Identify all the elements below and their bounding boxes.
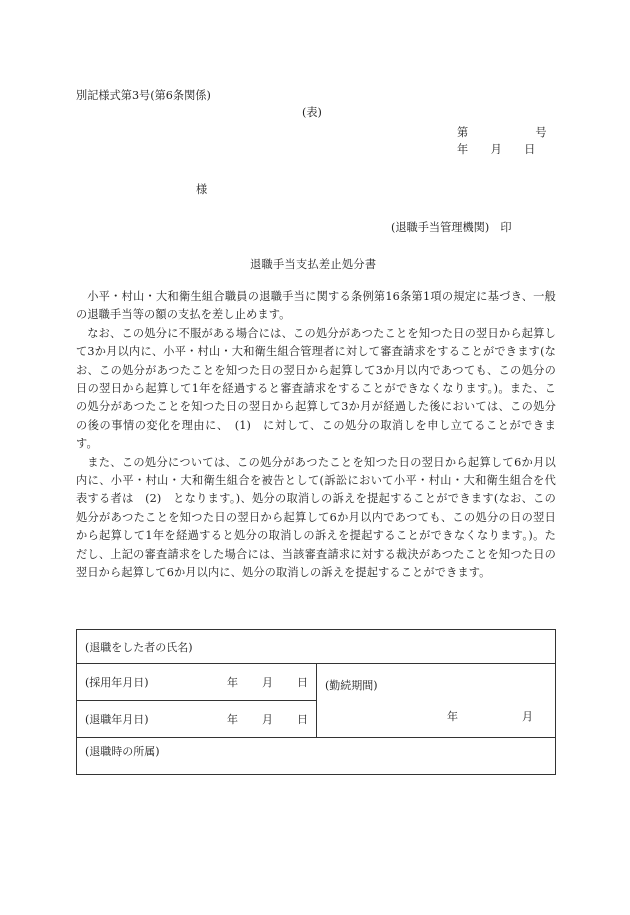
retiree-name-label: (退職をした者の氏名) [85, 640, 193, 654]
service-year-unit: 年 [447, 710, 458, 723]
retiree-info-table [76, 629, 556, 775]
service-period-label: (勤続期間) [325, 679, 378, 692]
document-number: 第 号 [457, 126, 547, 139]
hire-date-label: (採用年月日) [85, 676, 149, 689]
paragraph-review-request: なお、この処分に不服がある場合には、この処分があつたことを知つた日の翌日から起算して3か月以内に、小平・村山・大和衛生組合管理者に対して審査請求をすることができます(なお、この処分があつたことを知つた日の翌日から起算して3か月以内であつても、この処分の日の翌日から起算して1年を経過すると審査請求をすることができなくなります。)。また、この処分があつたことを知つた日の翌日から起算して3か月が経過した後においては、この処分の後の事情の変化を理由に、 (1) に対して、この処分の取消しを申し立てることができます。 [76, 326, 556, 451]
hire-date-cell [77, 664, 317, 701]
retire-date-label: (退職年月日) [85, 713, 149, 726]
service-month-unit: 月 [522, 710, 533, 723]
issue-date: 年 月 日 [457, 143, 536, 156]
hire-day-unit: 日 [297, 676, 308, 689]
retire-month-unit: 月 [262, 713, 273, 726]
side-label: (表) [302, 106, 322, 119]
affiliation-cell [77, 738, 556, 775]
body-text [76, 288, 556, 583]
hire-year-unit: 年 [227, 676, 238, 689]
document-title: 退職手当支払差止処分書 [250, 258, 377, 271]
paragraph-stop-payment: 小平・村山・大和衛生組合職員の退職手当に関する条例第16条第1項の規定に基づき、一般の退職手当等の額の支払を差し止めます。 [76, 290, 556, 322]
form-number-title: 別記様式第3号(第6条関係) [76, 89, 211, 102]
hire-month-unit: 月 [262, 676, 273, 689]
retire-year-unit: 年 [227, 713, 238, 726]
retire-date-cell [77, 701, 317, 738]
addressee-suffix: 様 [196, 183, 208, 196]
retiree-name-cell [77, 630, 556, 664]
affiliation-label: (退職時の所属) [85, 745, 160, 758]
service-period-cell [317, 664, 556, 738]
paragraph-lawsuit: また、この処分については、この処分があつたことを知つた日の翌日から起算して6か月以内に、小平・村山・大和衛生組合を被告として(訴訟において小平・村山・大和衛生組合を代表する者は (2) となります。)、処分の取消しの訴えを提起することができます(なお、この処分があつたことを知つた日の翌日から起算して6か月以内であつても、この処分の日の翌日から起算して1年を経過すると処分の取消しの訴えを提起することができなくなります。)。ただし、上記の審査請求をした場合には、当該審査請求に対する裁決があつたことを知つた日の翌日から起算して6か月以内に、処分の取消しの訴えを提起することができます。 [76, 455, 556, 580]
retire-day-unit: 日 [297, 713, 308, 726]
issuer-seal: (退職手当管理機関) 印 [391, 221, 512, 234]
